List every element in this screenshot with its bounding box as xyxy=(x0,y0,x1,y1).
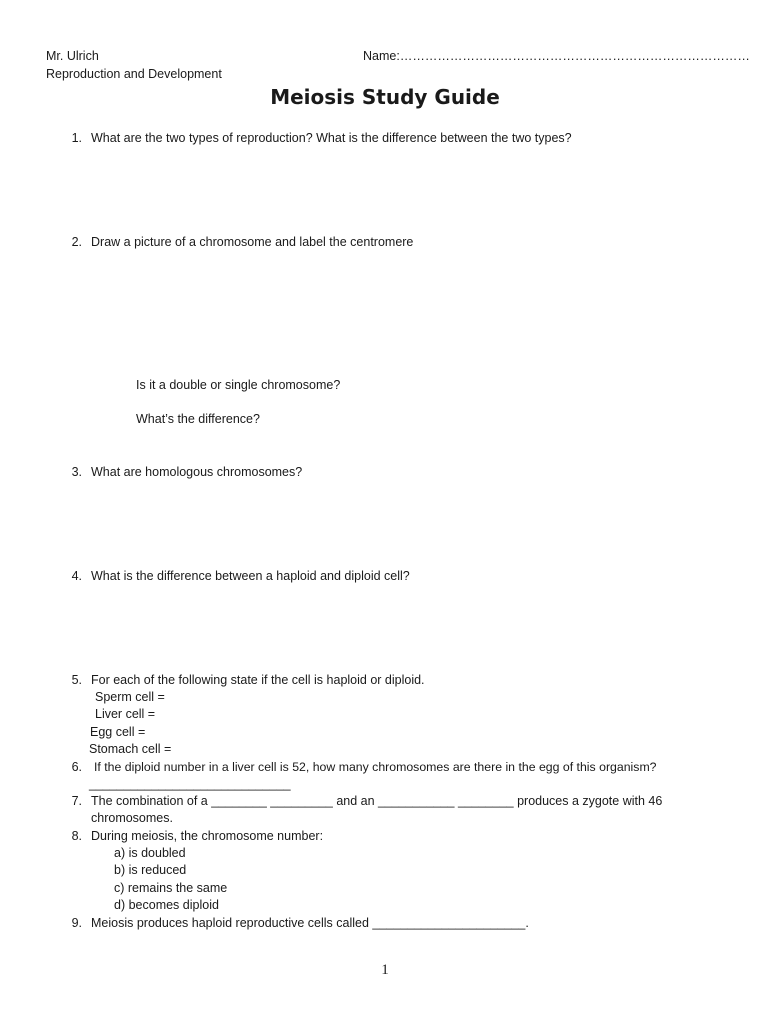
question-7-number: 7. xyxy=(71,794,82,808)
question-9-text: Meiosis produces haploid reproductive cells called ______________________. xyxy=(91,916,529,930)
question-4-text: What is the difference between a haploid and diploid cell? xyxy=(91,569,410,583)
question-5-item-sperm: Sperm cell = xyxy=(95,690,165,704)
question-8-option-d: d) becomes diploid xyxy=(114,898,219,912)
question-1-text: What are the two types of reproduction? What is the difference between the two types? xyxy=(91,131,572,145)
question-5-item-stomach: Stomach cell = xyxy=(89,742,172,756)
question-3-text: What are homologous chromosomes? xyxy=(91,465,303,479)
question-5-item-liver: Liver cell = xyxy=(95,707,156,721)
question-7-continuation: chromosomes. xyxy=(91,811,173,825)
question-8-number: 8. xyxy=(71,829,82,843)
question-9-number: 9. xyxy=(71,916,82,930)
course-name: Reproduction and Development xyxy=(46,67,222,81)
question-6-text: If the diploid number in a liver cell is 52, how many chromosomes are there in the egg of this organism? xyxy=(94,760,657,774)
question-8-option-c: c) remains the same xyxy=(114,881,228,895)
question-8-text: During meiosis, the chromosome number: xyxy=(91,829,324,843)
question-5-text: For each of the following state if the cell is haploid or diploid. xyxy=(91,673,425,687)
question-2-sub-1: Is it a double or single chromosome? xyxy=(136,378,341,392)
question-5-item-egg: Egg cell = xyxy=(90,725,146,739)
question-8-option-b: b) is reduced xyxy=(114,863,187,877)
page-title: Meiosis Study Guide xyxy=(270,85,500,109)
question-4-number: 4. xyxy=(71,569,82,583)
question-2-text: Draw a picture of a chromosome and label the centromere xyxy=(91,235,414,249)
question-1-number: 1. xyxy=(71,131,82,145)
question-6-number: 6. xyxy=(71,760,82,774)
page-number: 1 xyxy=(381,962,389,978)
question-3-number: 3. xyxy=(71,465,82,479)
teacher-name: Mr. Ulrich xyxy=(46,49,99,63)
question-7-text: The combination of a ________ _________ and an ___________ ________ produces a zygote with 46 xyxy=(91,794,663,808)
question-2-number: 2. xyxy=(71,235,82,249)
question-8-option-a: a) is doubled xyxy=(114,846,186,860)
question-2-sub-2: What’s the difference? xyxy=(136,412,260,426)
student-name-field: Name:………………………………………………………………………… xyxy=(363,49,750,63)
question-6-answer-line: _____________________________ xyxy=(89,777,291,791)
question-5-number: 5. xyxy=(71,673,82,687)
